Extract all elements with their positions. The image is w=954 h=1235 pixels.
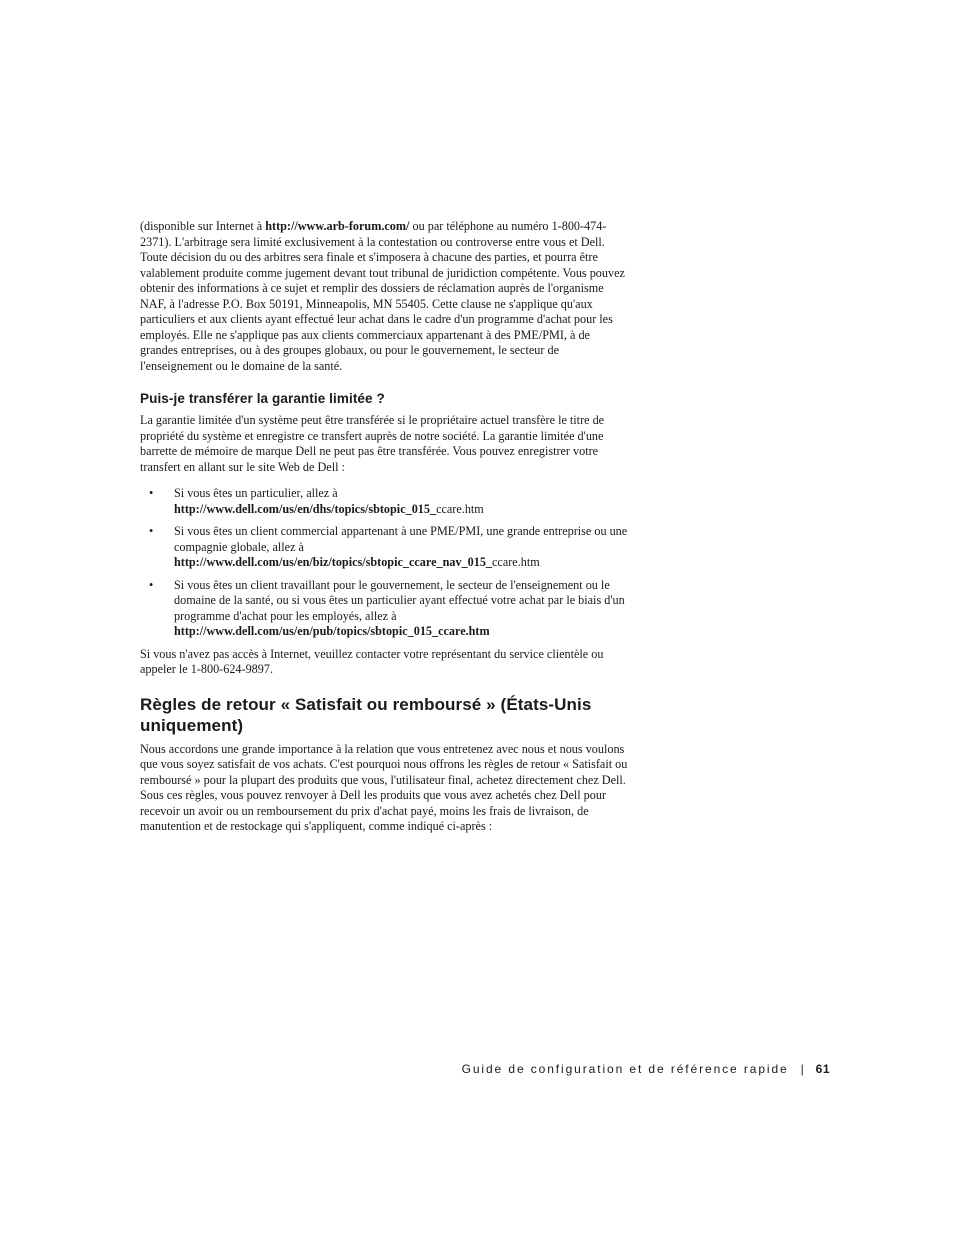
footer-title: Guide de configuration et de référence rapide [461,1062,789,1076]
bullet-icon: • [149,524,154,538]
list-item [140,578,628,640]
page-number: 61 [815,1062,830,1076]
intro-text-rest: ou par téléphone au numéro 1-800-474-2371). L'arbitrage sera limité exclusivement à la contestation ou controverse entre vous et Dell. Toute décision du ou des arbitres sera finale et s'imposera à chacune des parties, et pourra être valablement produite comme jugement devant tout tribunal de juridiction compétente. Vous pouvez obtenir des informations à ce sujet et remplir des dossiers de réclamation auprès de l'organisme NAF, à l'adresse P.O. Box 50191, Minneapolis, MN 55405. Cette clause ne s'applique qu'aux particuliers et aux clients ayant effectué leur achat dans le cadre d'un programme d'achat pour les employés. Elle ne s'applique pas aux clients commerciaux appartenant à des PME/PMI, à de grandes entreprises, ou à des groupes globaux, ou pour le gouvernement, le secteur de l'enseignement ou le domaine de la santé. [140,219,625,373]
bullet-icon: • [149,486,154,500]
intro-paragraph [140,219,628,374]
list-item-text: Si vous êtes un client travaillant pour le gouvernement, le secteur de l'enseignement ou le domaine de la santé, ou si vous êtes un particulier ayant effectué votre achat par le biais d'un programme d'achat pour les employés, allez à [174,577,625,623]
page-footer [462,1062,830,1076]
arb-forum-link[interactable]: http://www.arb-forum.com/ [265,219,410,233]
biz-link-tail[interactable]: ccare.htm [492,555,540,569]
bullet-icon: • [149,577,154,592]
list-item [140,486,628,517]
biz-link[interactable]: http://www.dell.com/us/en/biz/topics/sbtopic_ccare_nav_015_ [174,555,493,569]
document-body [140,219,628,835]
no-internet-paragraph: Si vous n'avez pas accès à Internet, veuillez contacter votre représentant du service clientèle ou appeler le 1-800-624-9897. [140,646,604,676]
dhs-link-tail[interactable]: ccare.htm [436,501,484,516]
transfer-paragraph: La garantie limitée d'un système peut être transférée si le propriétaire actuel transfère le titre de propriété du système et enregistre ce transfert auprès de notre société. La garantie limitée d'une barrette de mémoire de marque Dell ne peut pas être transférée. Vous pouvez enregistrer votre transfert en allant sur le site Web de Dell : [140,413,605,474]
transfer-url-list [140,486,628,640]
dhs-link[interactable]: http://www.dell.com/us/en/dhs/topics/sbtopic_015_ [174,501,437,516]
pub-link[interactable]: http://www.dell.com/us/en/pub/topics/sbtopic_015_ccare.htm [174,624,490,638]
section-heading-returns: Règles de retour « Satisfait ou remboursé » (États-Unis uniquement) [140,694,592,735]
list-item [140,524,628,571]
returns-paragraph: Nous accordons une grande importance à la relation que vous entretenez avec nous et nous voulons que vous soyez satisfait de vos achats. C'est pourquoi nous offrons les règles de retour « Satisfait ou remboursé » pour la plupart des produits que vous, l'utilisateur final, achetez directement chez Dell. Sous ces règles, vous pouvez renvoyer à Dell les produits que vous avez achetés chez Dell pour recevoir un avoir ou un remboursement du prix d'achat payé, moins les frais de livraison, de manutention et de restockage qui s'appliquent, comme indiqué ci-après : [140,741,628,833]
footer-separator: | [800,1062,806,1076]
list-item-text: Si vous êtes un client commercial appartenant à une PME/PMI, une grande entreprise ou une compagnie globale, allez à [174,524,628,554]
list-item-text: Si vous êtes un particulier, allez à [174,486,338,500]
intro-text-start: (disponible sur Internet à [140,219,266,233]
section-heading-transfer: Puis-je transférer la garantie limitée ? [140,391,385,406]
